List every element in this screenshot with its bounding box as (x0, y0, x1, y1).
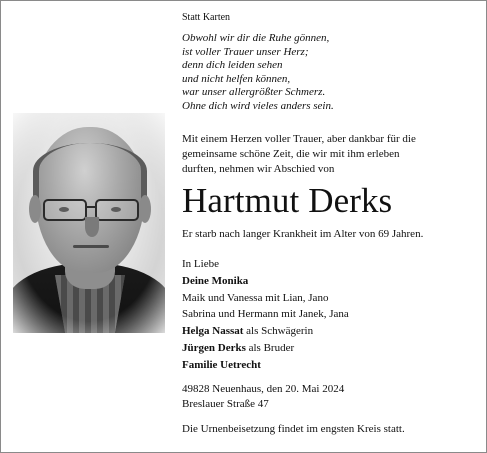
poem (182, 32, 334, 113)
poem-line: und nicht helfen können, (182, 72, 291, 85)
mourner-family: Sabrina und Hermann mit Janek, Jana (182, 308, 349, 321)
burial-notice: Die Urnenbeisetzung findet im engsten Kreis statt. (182, 423, 405, 435)
portrait-mouth (73, 245, 109, 248)
portrait-glasses-lens-left (43, 199, 87, 221)
intro-line: Mit einem Herzen voller Trauer, aber dankbar für die (182, 133, 416, 145)
poem-line: denn dich leiden sehen (182, 59, 283, 71)
mourner-name: Helga Nassat (182, 325, 244, 338)
portrait-photo (13, 113, 165, 333)
intro-text (182, 132, 416, 177)
intro-line: durften, nehmen wir Abschied von (182, 163, 335, 175)
mourner-sister-in-law (182, 323, 349, 340)
mourner-name: Jürgen Derks (182, 341, 246, 354)
portrait-hair (33, 143, 147, 199)
poem-line: ist voller Trauer unser Herz; (182, 45, 309, 58)
address-line: 49828 Neuenhaus, den 20. Mai 2024 (182, 383, 345, 395)
mourner-brother (182, 340, 349, 357)
portrait-glasses-lens-right (95, 199, 139, 221)
intro-line: gemeinsame schöne Zeit, die wir mit ihm erleben (182, 148, 400, 160)
deceased-name: Hartmut Derks (182, 181, 393, 220)
in-love-label: In Liebe (182, 258, 219, 270)
poem-line: Obwohl wir dir die Ruhe gönnen, (182, 32, 330, 44)
mourner-family: Maik und Vanessa mit Lian, Jano (182, 291, 329, 304)
mourner-family-name: Familie Uetrecht (182, 358, 261, 371)
address-line: Breslauer Straße 47 (182, 397, 269, 410)
notice-header: Statt Karten (182, 12, 231, 23)
death-note: Er starb nach langer Krankheit im Alter von 69 Jahren. (182, 228, 424, 240)
mourners-list (182, 256, 349, 374)
mourner-wife: Deine Monika (182, 274, 249, 287)
poem-line: Ohne dich wird vieles anders sein. (182, 99, 334, 112)
address (182, 382, 344, 411)
mourner-relation: als Bruder (245, 341, 295, 354)
portrait-nose (85, 217, 99, 237)
poem-line: war unser allergrößter Schmerz. (182, 86, 326, 98)
mourner-relation: als Schwägerin (243, 325, 314, 338)
